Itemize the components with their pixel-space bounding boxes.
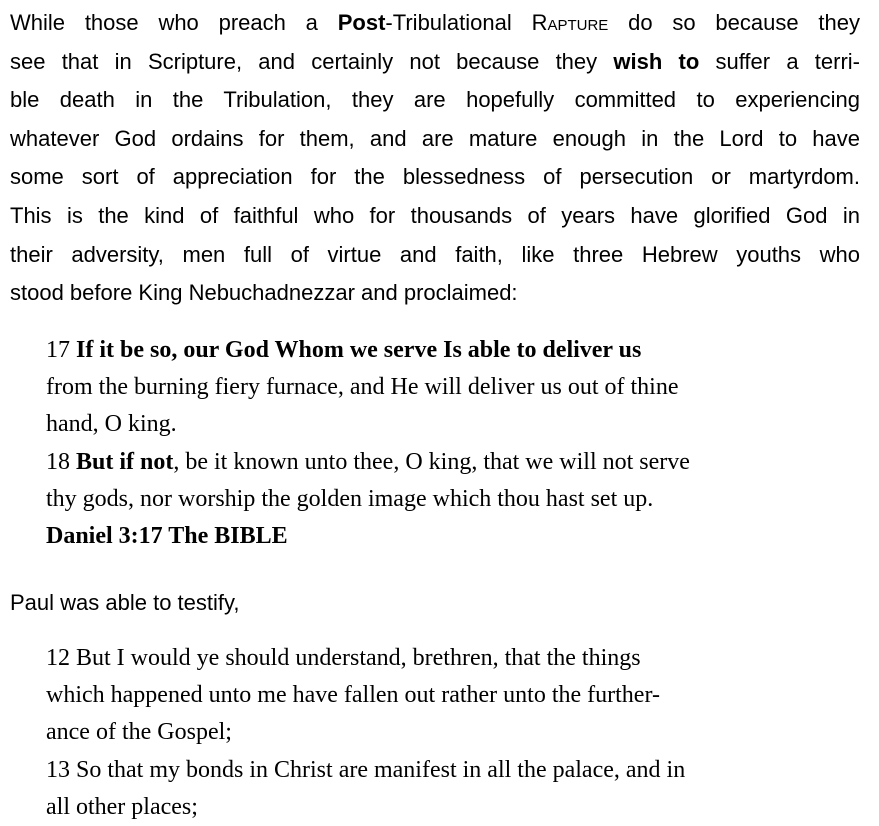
verse-line: from the burning fiery furnace, and He will deliver us out of thine bbox=[46, 374, 679, 401]
verse-line: which happened unto me have fallen out rather unto the further- bbox=[46, 682, 660, 709]
scripture-quote-daniel bbox=[46, 332, 816, 555]
text-line: some sort of appreciation for the blessedness of persecution or martyrdom. bbox=[10, 164, 860, 190]
text-line: their adversity, men full of virtue and faith, like three Hebrew youths who bbox=[10, 241, 860, 267]
verse-line: hand, O king. bbox=[46, 411, 177, 438]
verse-line: 17 If it be so, our God Whom we serve Is able to deliver us bbox=[46, 337, 642, 363]
text-line: ble death in the Tribulation, they are hopefully committed to experiencing bbox=[10, 87, 860, 113]
text-line: whatever God ordains for them, and are mature enough in the Lord to have bbox=[10, 125, 860, 151]
verse-line: 12 But I would ye should understand, brethren, that the things bbox=[46, 645, 641, 671]
text-line: see that in Scripture, and certainly not because they wish to suffer a terri- bbox=[10, 48, 860, 74]
verse-line: 13 So that my bonds in Christ are manifest in all the palace, and in bbox=[46, 756, 686, 783]
scripture-quote-philippians bbox=[46, 640, 816, 826]
text-line: Paul was able to testify, bbox=[10, 590, 240, 615]
verse-line: 18 But if not, be it known unto thee, O king, that we will not serve bbox=[46, 448, 690, 475]
text-line: This is the kind of faithful who for thousands of years have glorified God in bbox=[10, 202, 860, 228]
rapture-term: Rapture bbox=[531, 10, 609, 35]
emphasis-post: Post bbox=[337, 10, 386, 35]
emphasis-wish-to: wish to bbox=[613, 48, 700, 74]
text-line: stood before King Nebuchadnezzar and proclaimed: bbox=[10, 280, 518, 306]
verse-line: ance of the Gospel; bbox=[46, 719, 232, 746]
intro-paragraph bbox=[10, 4, 860, 313]
text-line: While those who preach a Post-Tribulational Rapture do so because they bbox=[10, 10, 860, 35]
paul-paragraph bbox=[10, 584, 860, 623]
scripture-citation: Daniel 3:17 The BIBLE bbox=[46, 523, 288, 550]
verse-line: all other places; bbox=[46, 793, 198, 820]
verse-line: thy gods, nor worship the golden image which thou hast set up. bbox=[46, 485, 654, 512]
